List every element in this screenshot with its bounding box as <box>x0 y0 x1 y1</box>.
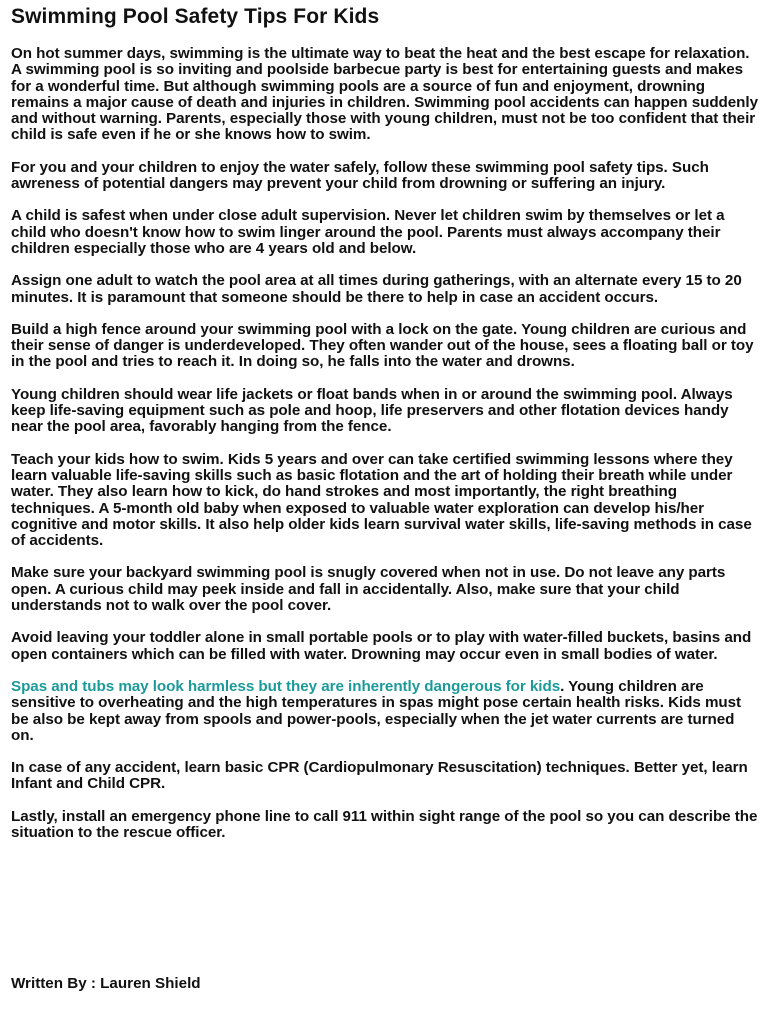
paragraph-small-pools: Avoid leaving your toddler alone in small portable pools or to play with water-filled buckets, basins and open containers which can be filled with water. Drowning may occur even in small bodies of water. <box>11 629 752 663</box>
paragraph-fence: Build a high fence around your swimming pool with a lock on the gate. Young children are curious and their sense of danger is underdeveloped. They often wander out of the house, sees a floating ball or toy in the pool and tries to reach it. In doing so, he falls into the water and drowns. <box>11 320 754 371</box>
document-page <box>11 0 759 992</box>
paragraph-emergency-phone: Lastly, install an emergency phone line to call 911 within sight range of the pool so you can describe the situation to the rescue officer. <box>11 807 758 841</box>
paragraph-assign-adult: Assign one adult to watch the pool area at all times during gatherings, with an alternate every 15 to 20 minutes. It is paramount that someone should be there to help in case an accident occurs. <box>11 272 742 306</box>
paragraph-spas <box>11 679 759 744</box>
paragraph-enjoy-safely: For you and your children to enjoy the water safely, follow these swimming pool safety tips. Such awreness of potential dangers may prevent your child from drowning or suffering an injury. <box>11 158 709 193</box>
author-byline: Written By : Lauren Shield <box>11 975 201 992</box>
page-title: Swimming Pool Safety Tips For Kids <box>11 5 380 28</box>
paragraph-pool-cover: Make sure your backyard swimming pool is snugly covered when not in use. Do not leave any parts open. A curious child may peek inside and fall in accidentally. Also, make sure that your child understands not to walk over the pool cover. <box>11 564 726 615</box>
paragraph-cpr: In case of any accident, learn basic CPR (Cardiopulmonary Resuscitation) techniques. Better yet, learn Infant and Child CPR. <box>11 759 748 793</box>
paragraph-life-jackets: Young children should wear life jackets or float bands when in or around the swimming pool. Always keep life-saving equipment such as pole and hoop, life preservers and other flotation devices handy near the pool area, favorably hanging from the fence. <box>11 385 733 436</box>
paragraph-teach-swim: Teach your kids how to swim. Kids 5 years and over can take certified swimming lessons where they learn valuable life-saving skills such as basic flotation and the art of holding their breath while under water. They also learn how to kick, do hand strokes and most importantly, the right breathing techniques. A 5-month old baby when exposed to valuable water exploration can develop his/her cognitive and motor skills. It also help older kids learn survival water skills, life-saving methods in case of accidents. <box>11 450 752 550</box>
paragraph-supervision: A child is safest when under close adult supervision. Never let children swim by themselves or let a child who doesn't know how to swim linger around the pool. Parents must always accompany their children especially those who are 4 years old and below. <box>11 207 725 257</box>
spas-paragraph-text: . Young children are sensitive to overheating and the high temperatures in spas might pose certain health risks. Kids must be also be kept away from spools and power-pools, especially when the jet water currents are turned on. <box>11 677 742 744</box>
paragraph-intro: On hot summer days, swimming is the ultimate way to beat the heat and the best escape for relaxation. A swimming pool is so inviting and poolside barbecue party is best for entertaining guests and makes for a wonderful time. But although swimming pools are a source of fun and enjoyment, drowning remains a major cause of death and injuries in children. Swimming pool accidents can happen suddenly and without warning. Parents, especially those with young children, must not be too confident that their child is safe even if he or she knows how to swim. <box>11 45 758 144</box>
spas-link[interactable]: Spas and tubs may look harmless but they are inherently dangerous for kids <box>11 677 561 695</box>
